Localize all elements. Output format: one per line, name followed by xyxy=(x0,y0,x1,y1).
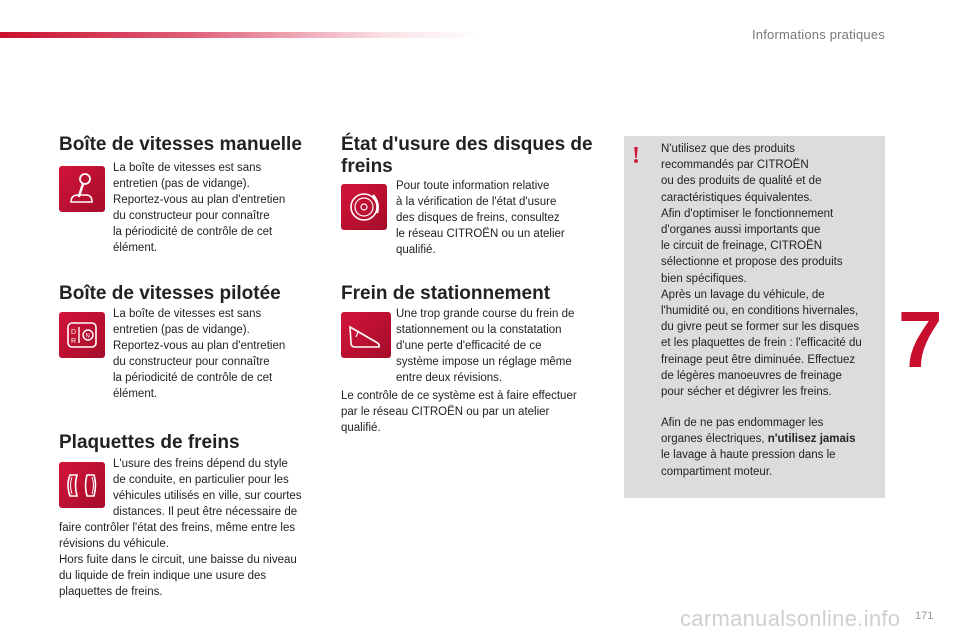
page-header-title: Informations pratiques xyxy=(751,27,885,42)
svg-text:R: R xyxy=(71,338,77,345)
chapter-number: 7 xyxy=(898,295,943,384)
piloted-gearbox-icon xyxy=(59,312,105,358)
brake-pads-icon xyxy=(59,462,105,508)
parking-brake-text: Le contrôle de ce système est à faire effectuer par le réseau CITROËN ou par un atelier qualifié. xyxy=(341,390,577,434)
brake-pads-text-indented: L'usure des freins dépend du style de conduite, en particulier pour les véhicules utilisés en ville, sur courtes distances. Il peut être nécessaire de xyxy=(113,458,302,518)
brake-pads-text: faire contrôler l'état des freins, même entre les révisions du véhicule. Hors fuite dans le circuit, une baisse du niveau du liquide de frein indique une usure des plaquettes de freins. xyxy=(59,522,297,598)
parking-brake-icon xyxy=(341,312,391,358)
watermark: carmanualsonline.info xyxy=(680,606,901,631)
svg-text:N: N xyxy=(85,333,90,340)
piloted-gearbox-title: Boîte de vitesses pilotée xyxy=(59,283,281,304)
brake-discs-text: Pour toute information relative à la vérification de l'état d'usure des disques de freins, consultez le réseau CITROËN ou un atelier qualifié. xyxy=(396,180,565,256)
page-number: 171 xyxy=(915,610,934,622)
brake-disc-icon xyxy=(341,184,387,230)
parking-brake-text-indented: Une trop grande course du frein de stationnement ou la constatation d'une perte d'efficacité de ce système impose un réglage même entre deux révisions. xyxy=(396,308,575,384)
warning-icon: ! xyxy=(632,143,640,169)
gear-lever-icon xyxy=(59,166,105,212)
manual-gearbox-title: Boîte de vitesses manuelle xyxy=(59,134,302,155)
header-accent-bar xyxy=(0,32,480,38)
warning-text: N'utilisez que des produits recommandés par CITROËN ou des produits de qualité et de caractéristiques équivalentes. Afin d'optimiser le fonctionnement d'organes aussi importants que le circuit de freinage, CITROËN sélectionne et propose des produits bien spécifiques. Après un lavage du véhicule, de l'humidité ou, en conditions hivernales, du givre peut se former sur les disques et les plaquettes de frein : l'efficacité du freinage peut être diminuée. Effectuez de légères manoeuvres de freinage pour sécher et dégivrer les freins. xyxy=(661,143,862,399)
manual-gearbox-text: La boîte de vitesses est sans entretien (pas de vidange). Reportez-vous au plan d'entretien du constructeur pour connaître la périodicité de contrôle de cet élément. xyxy=(113,162,286,254)
brake-discs-title: État d'usure des disques de freins xyxy=(341,134,593,177)
svg-text:D: D xyxy=(71,329,77,336)
piloted-gearbox-text: La boîte de vitesses est sans entretien (pas de vidange). Reportez-vous au plan d'entretien du constructeur pour connaître la périodicité de contrôle de cet élément. xyxy=(113,308,286,400)
parking-brake-title: Frein de stationnement xyxy=(341,283,551,304)
brake-pads-title: Plaquettes de freins xyxy=(59,432,240,453)
warning-note: Afin de ne pas endommager les organes électriques, n'utilisez jamais le lavage à haute pression dans le compartiment moteur. xyxy=(661,417,856,478)
